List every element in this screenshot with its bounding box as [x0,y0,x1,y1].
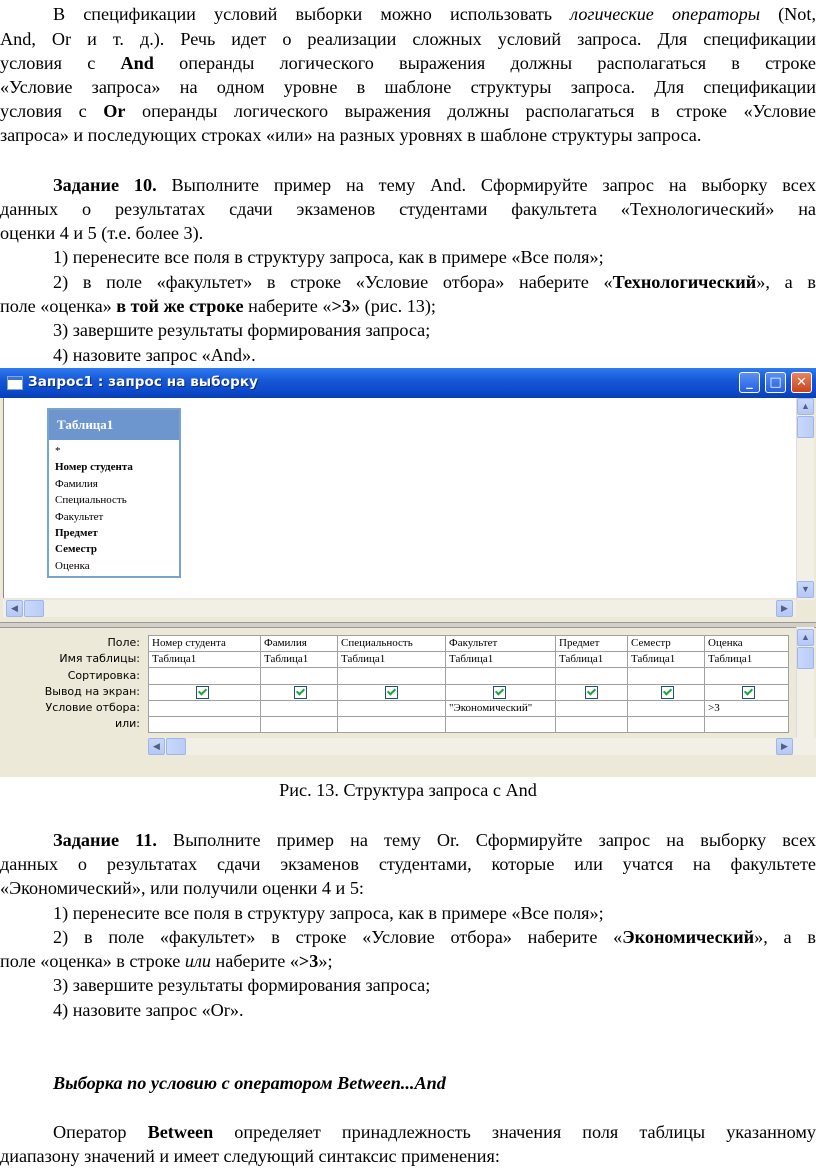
show-checkbox[interactable] [742,686,755,699]
row-label-field: Поле: [107,636,140,649]
row-label-show: Вывод на экран: [44,684,140,698]
text-line: В спецификации условий выборки можно использовать логические операторы (Not, [53,4,816,24]
field-list-item[interactable]: * [55,445,61,457]
grid-cell[interactable] [556,700,628,716]
text-line: условия с Or операнды логического выражения должны располагаться в строке «Условие [0,101,816,121]
field-list-item[interactable]: Оценка [55,559,90,572]
task-11-step-3: 3) завершите результаты формирования запроса; [53,975,431,995]
grid-row-table [149,652,789,668]
text-line: оценки 4 и 5 (т.е. более 3). [0,223,204,243]
grid-cell[interactable]: Предмет [556,636,628,652]
text-line: And, Or и т. д.). Речь идет о реализации сложных условий запроса. Для спецификации [0,29,816,49]
task-11-step-1: 1) перенесите все поля в структуру запроса, как в примере «Все поля»; [53,903,604,923]
grid-cell[interactable]: Таблица1 [705,652,789,668]
grid-cell[interactable] [261,668,338,684]
pane-splitter[interactable] [0,622,816,628]
task-10-step-3: 3) завершите результаты формирования запроса; [53,320,431,340]
text-line: запроса» и последующих строках «или» на разных уровнях в шаблоне структуры запроса. [0,125,702,145]
task-10-step-2: 2) в поле «факультет» в строке «Условие отбора» наберите «Технологический», а в [53,272,816,292]
grid-cell[interactable]: Таблица1 [628,652,705,668]
grid-cell[interactable] [338,700,446,716]
grid-cell[interactable] [628,716,705,732]
grid-cell[interactable] [628,700,705,716]
field-list-item[interactable]: Предмет [55,527,98,540]
task-10-step-2-cont: поле «оценка» в той же строке наберите «>3» (рис. 13); [0,296,436,316]
field-list-item[interactable]: Факультет [55,510,104,523]
task-11-step-4: 4) назовите запрос «Or». [53,1000,244,1020]
show-checkbox[interactable] [585,686,598,699]
text-line: «Экономический», или получили оценки 4 и 5: [0,878,364,898]
grid-cell [446,684,556,700]
grid-cell[interactable] [556,668,628,684]
grid-cell[interactable]: Оценка [705,636,789,652]
scroll-thumb[interactable] [166,738,186,755]
scroll-left-icon[interactable]: ◀ [148,738,165,755]
grid-cell[interactable]: Специальность [338,636,446,652]
task-11-step-2: 2) в поле «факультет» в строке «Условие отбора» наберите «Экономический», а в [53,927,816,947]
show-checkbox[interactable] [493,686,506,699]
grid-cell [261,684,338,700]
task-10-step-4: 4) назовите запрос «And». [53,345,256,365]
task-10-step-1: 1) перенесите все поля в структуру запроса, как в примере «Все поля»; [53,247,604,267]
show-checkbox[interactable] [661,686,674,699]
task-11-step-2-cont: поле «оценка» в строке или наберите «>3»; [0,951,333,971]
grid-cell[interactable]: Таблица1 [149,652,261,668]
row-label-criteria: Условие отбора: [45,701,140,715]
grid-cell[interactable]: Номер студента [149,636,261,652]
grid-cell [556,684,628,700]
grid-cell[interactable] [149,700,261,716]
show-checkbox[interactable] [385,686,398,699]
grid-cell [338,684,446,700]
grid-cell[interactable] [705,716,789,732]
scroll-up-icon[interactable]: ▲ [797,398,814,415]
table-pane-horizontal-scrollbar[interactable] [3,600,796,617]
text-line: данных о результатах сдачи экзаменов студентами, которые или учатся на факультете [0,854,816,874]
text-line: диапазону значений и имеет следующий синтаксис применения: [0,1146,500,1166]
grid-cell[interactable] [446,716,556,732]
grid-row-sort [149,668,789,684]
scroll-thumb[interactable] [797,416,814,438]
query-design-grid [148,635,789,733]
grid-cell[interactable] [149,716,261,732]
grid-cell[interactable]: "Экономический" [446,700,556,716]
grid-cell[interactable]: Фамилия [261,636,338,652]
grid-cell[interactable]: Семестр [628,636,705,652]
minimize-button[interactable]: _ [739,372,760,393]
field-list-table1[interactable] [47,408,181,578]
query-window-icon [7,376,23,390]
grid-vertical-scrollbar[interactable] [796,627,814,740]
text-line: «Условие запроса» на одном уровне в шаблоне структуры запроса. Для спецификации [0,77,816,97]
grid-cell [705,684,789,700]
grid-cell[interactable] [261,700,338,716]
maximize-button[interactable]: □ [765,372,786,393]
text-line: Оператор Between определяет принадлежность значения поля таблицы указанному [53,1122,816,1142]
field-list-item[interactable]: Фамилия [55,477,98,490]
field-list-item[interactable]: Специальность [55,494,127,507]
task-10-heading-line: Задание 10. Выполните пример на тему And. Сформируйте запрос на выборку всех [53,175,816,195]
grid-row-criteria [149,700,789,716]
grid-cell[interactable]: Таблица1 [556,652,628,668]
grid-cell[interactable]: Таблица1 [338,652,446,668]
table-pane-vertical-scrollbar[interactable] [796,398,814,600]
scroll-down-icon[interactable]: ▼ [797,581,814,598]
grid-row-show [149,684,789,700]
grid-cell[interactable] [705,668,789,684]
grid-cell[interactable] [338,668,446,684]
window-titlebar[interactable] [0,368,816,398]
grid-cell [628,684,705,700]
row-label-table: Имя таблицы: [59,652,140,666]
grid-cell[interactable]: >3 [705,700,789,716]
section-heading: Выборка по условию с оператором Between...And [53,1073,446,1093]
task-11-heading-line: Задание 11. Выполните пример на тему Or. Сформируйте запрос на выборку всех [53,830,816,850]
grid-cell[interactable] [628,668,705,684]
close-button[interactable]: ✕ [791,372,812,393]
field-list-item[interactable]: Номер студента [55,461,133,474]
field-list-title[interactable]: Таблица1 [49,410,179,440]
field-list-item[interactable]: Семестр [55,543,98,556]
grid-cell [149,684,261,700]
grid-cell[interactable]: Таблица1 [261,652,338,668]
grid-cell[interactable]: Факультет [446,636,556,652]
grid-cell[interactable] [556,716,628,732]
grid-row-field [149,636,789,652]
scroll-thumb[interactable] [797,647,814,669]
scroll-thumb[interactable] [24,600,44,617]
row-label-or: или: [114,717,140,731]
grid-cell[interactable] [149,668,261,684]
grid-horizontal-scrollbar[interactable] [148,738,816,755]
scroll-left-icon[interactable]: ◀ [6,600,23,617]
window-title: Запрос1 : запрос на выборку [28,374,258,390]
grid-row-labels [0,635,144,733]
scroll-right-icon[interactable]: ▶ [776,600,793,617]
grid-cell[interactable] [261,716,338,732]
grid-cell[interactable] [446,668,556,684]
grid-cell[interactable] [338,716,446,732]
grid-cell[interactable]: Таблица1 [446,652,556,668]
row-label-sort: Сортировка: [67,668,140,682]
scroll-up-icon[interactable]: ▲ [797,629,814,646]
figure-caption: Рис. 13. Структура запроса с And [279,780,537,800]
text-line: условия с And операнды логического выражения должны располагаться в строке [0,53,816,73]
show-checkbox[interactable] [196,686,209,699]
text-line: данных о результатах сдачи экзаменов студентами факультета «Технологический» на [0,199,816,219]
scroll-right-icon[interactable]: ▶ [776,738,793,755]
grid-row-or [149,716,789,732]
show-checkbox[interactable] [294,686,307,699]
